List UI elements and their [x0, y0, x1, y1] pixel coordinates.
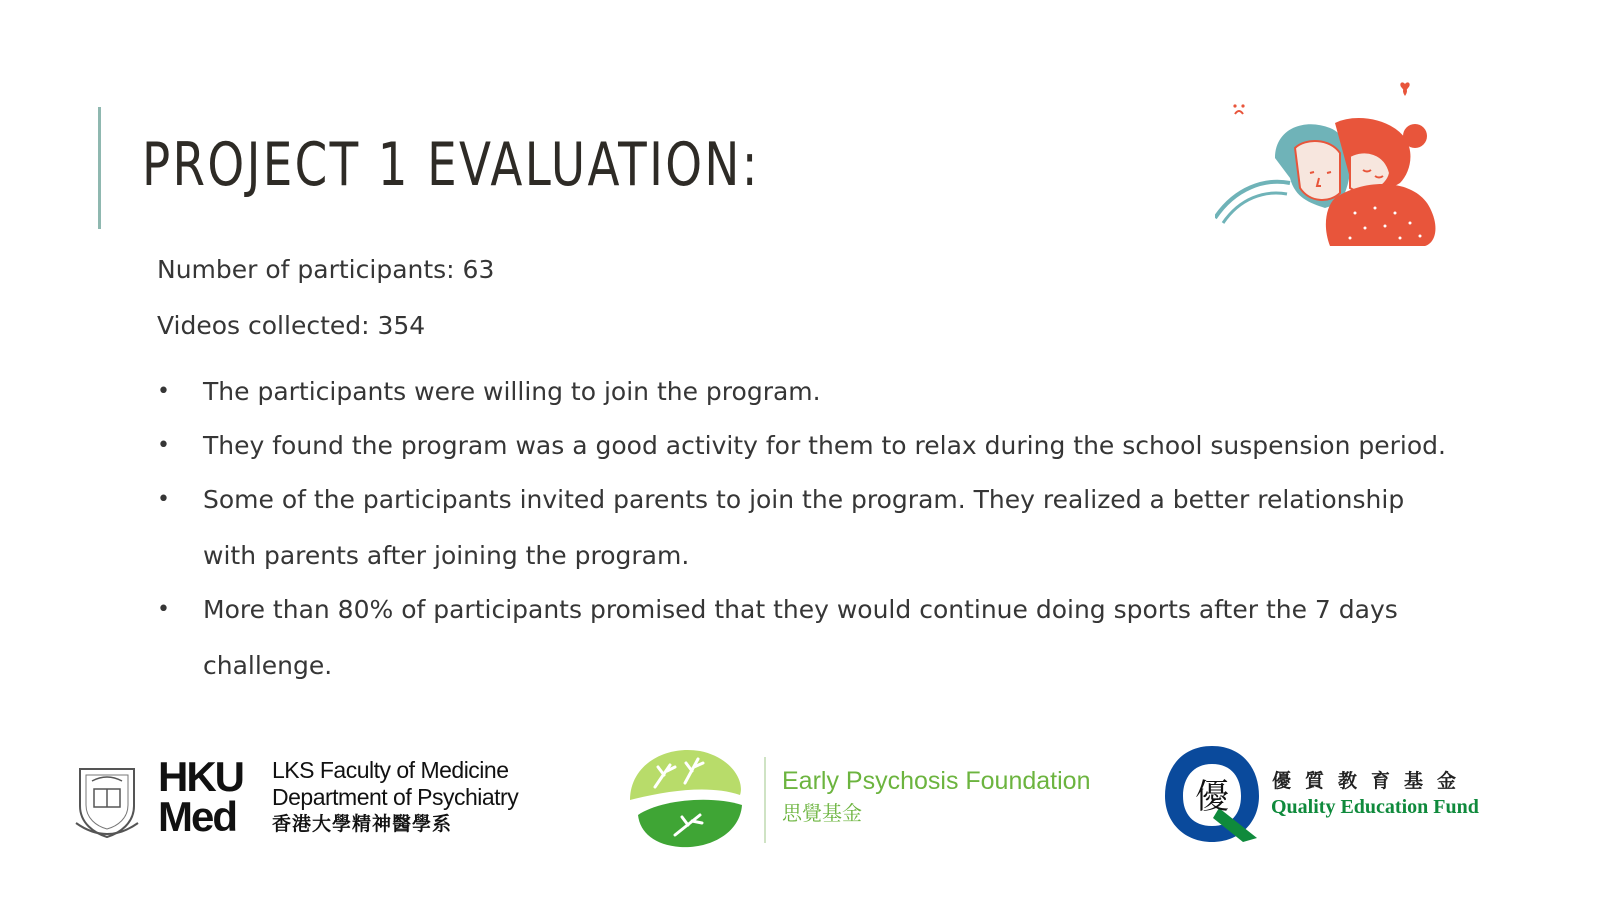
qef-emblem-icon — [1157, 738, 1267, 848]
bullet-icon: • — [157, 487, 170, 512]
bullet-icon: • — [157, 433, 170, 458]
finding-item — [157, 582, 1447, 694]
finding-item — [157, 418, 1447, 474]
epf-name-chinese: 思覺基金 — [782, 801, 862, 825]
epf-divider — [764, 757, 766, 843]
slide-title: PROJECT 1 EVALUATION: — [142, 130, 760, 200]
bullet-icon: • — [157, 379, 170, 404]
hku-crest-icon — [72, 761, 142, 841]
videos-collected: Videos collected: 354 — [157, 311, 426, 340]
finding-item — [157, 472, 1447, 584]
finding-text: Some of the participants invited parents to join the program. They realized a better relationship with parents after joining the program. — [203, 485, 1405, 570]
epf-leaf-icon — [620, 745, 750, 850]
findings-list — [157, 364, 1447, 694]
title-accent-bar — [98, 107, 101, 229]
hku-department-text: LKS Faculty of Medicine Department of Psychiatry 香港大學精神醫學系 — [272, 757, 519, 835]
finding-item — [157, 364, 1447, 420]
early-psychosis-foundation-logo — [620, 745, 1090, 855]
svg-text:優: 優 — [1195, 777, 1229, 817]
qef-name-english: Quality Education Fund — [1271, 796, 1479, 818]
quality-education-fund-logo — [1157, 738, 1487, 853]
finding-text: More than 80% of participants promised that they would continue doing sports after the 7 days challenge. — [203, 595, 1398, 680]
finding-text: The participants were willing to join the program. — [203, 377, 821, 406]
hku-med-mark: HKU Med — [158, 753, 243, 840]
epf-name: Early Psychosis Foundation — [782, 767, 1091, 795]
hku-med-logo — [72, 755, 552, 847]
slide-body — [157, 254, 1447, 694]
bullet-icon: • — [157, 597, 170, 622]
finding-text: They found the program was a good activity for them to relax during the school suspension period. — [203, 431, 1446, 460]
participants-count: Number of participants: 63 — [157, 255, 495, 284]
hugging-friends-illustration — [1215, 78, 1475, 253]
qef-name-chinese: 優質教育基金 — [1272, 770, 1471, 792]
